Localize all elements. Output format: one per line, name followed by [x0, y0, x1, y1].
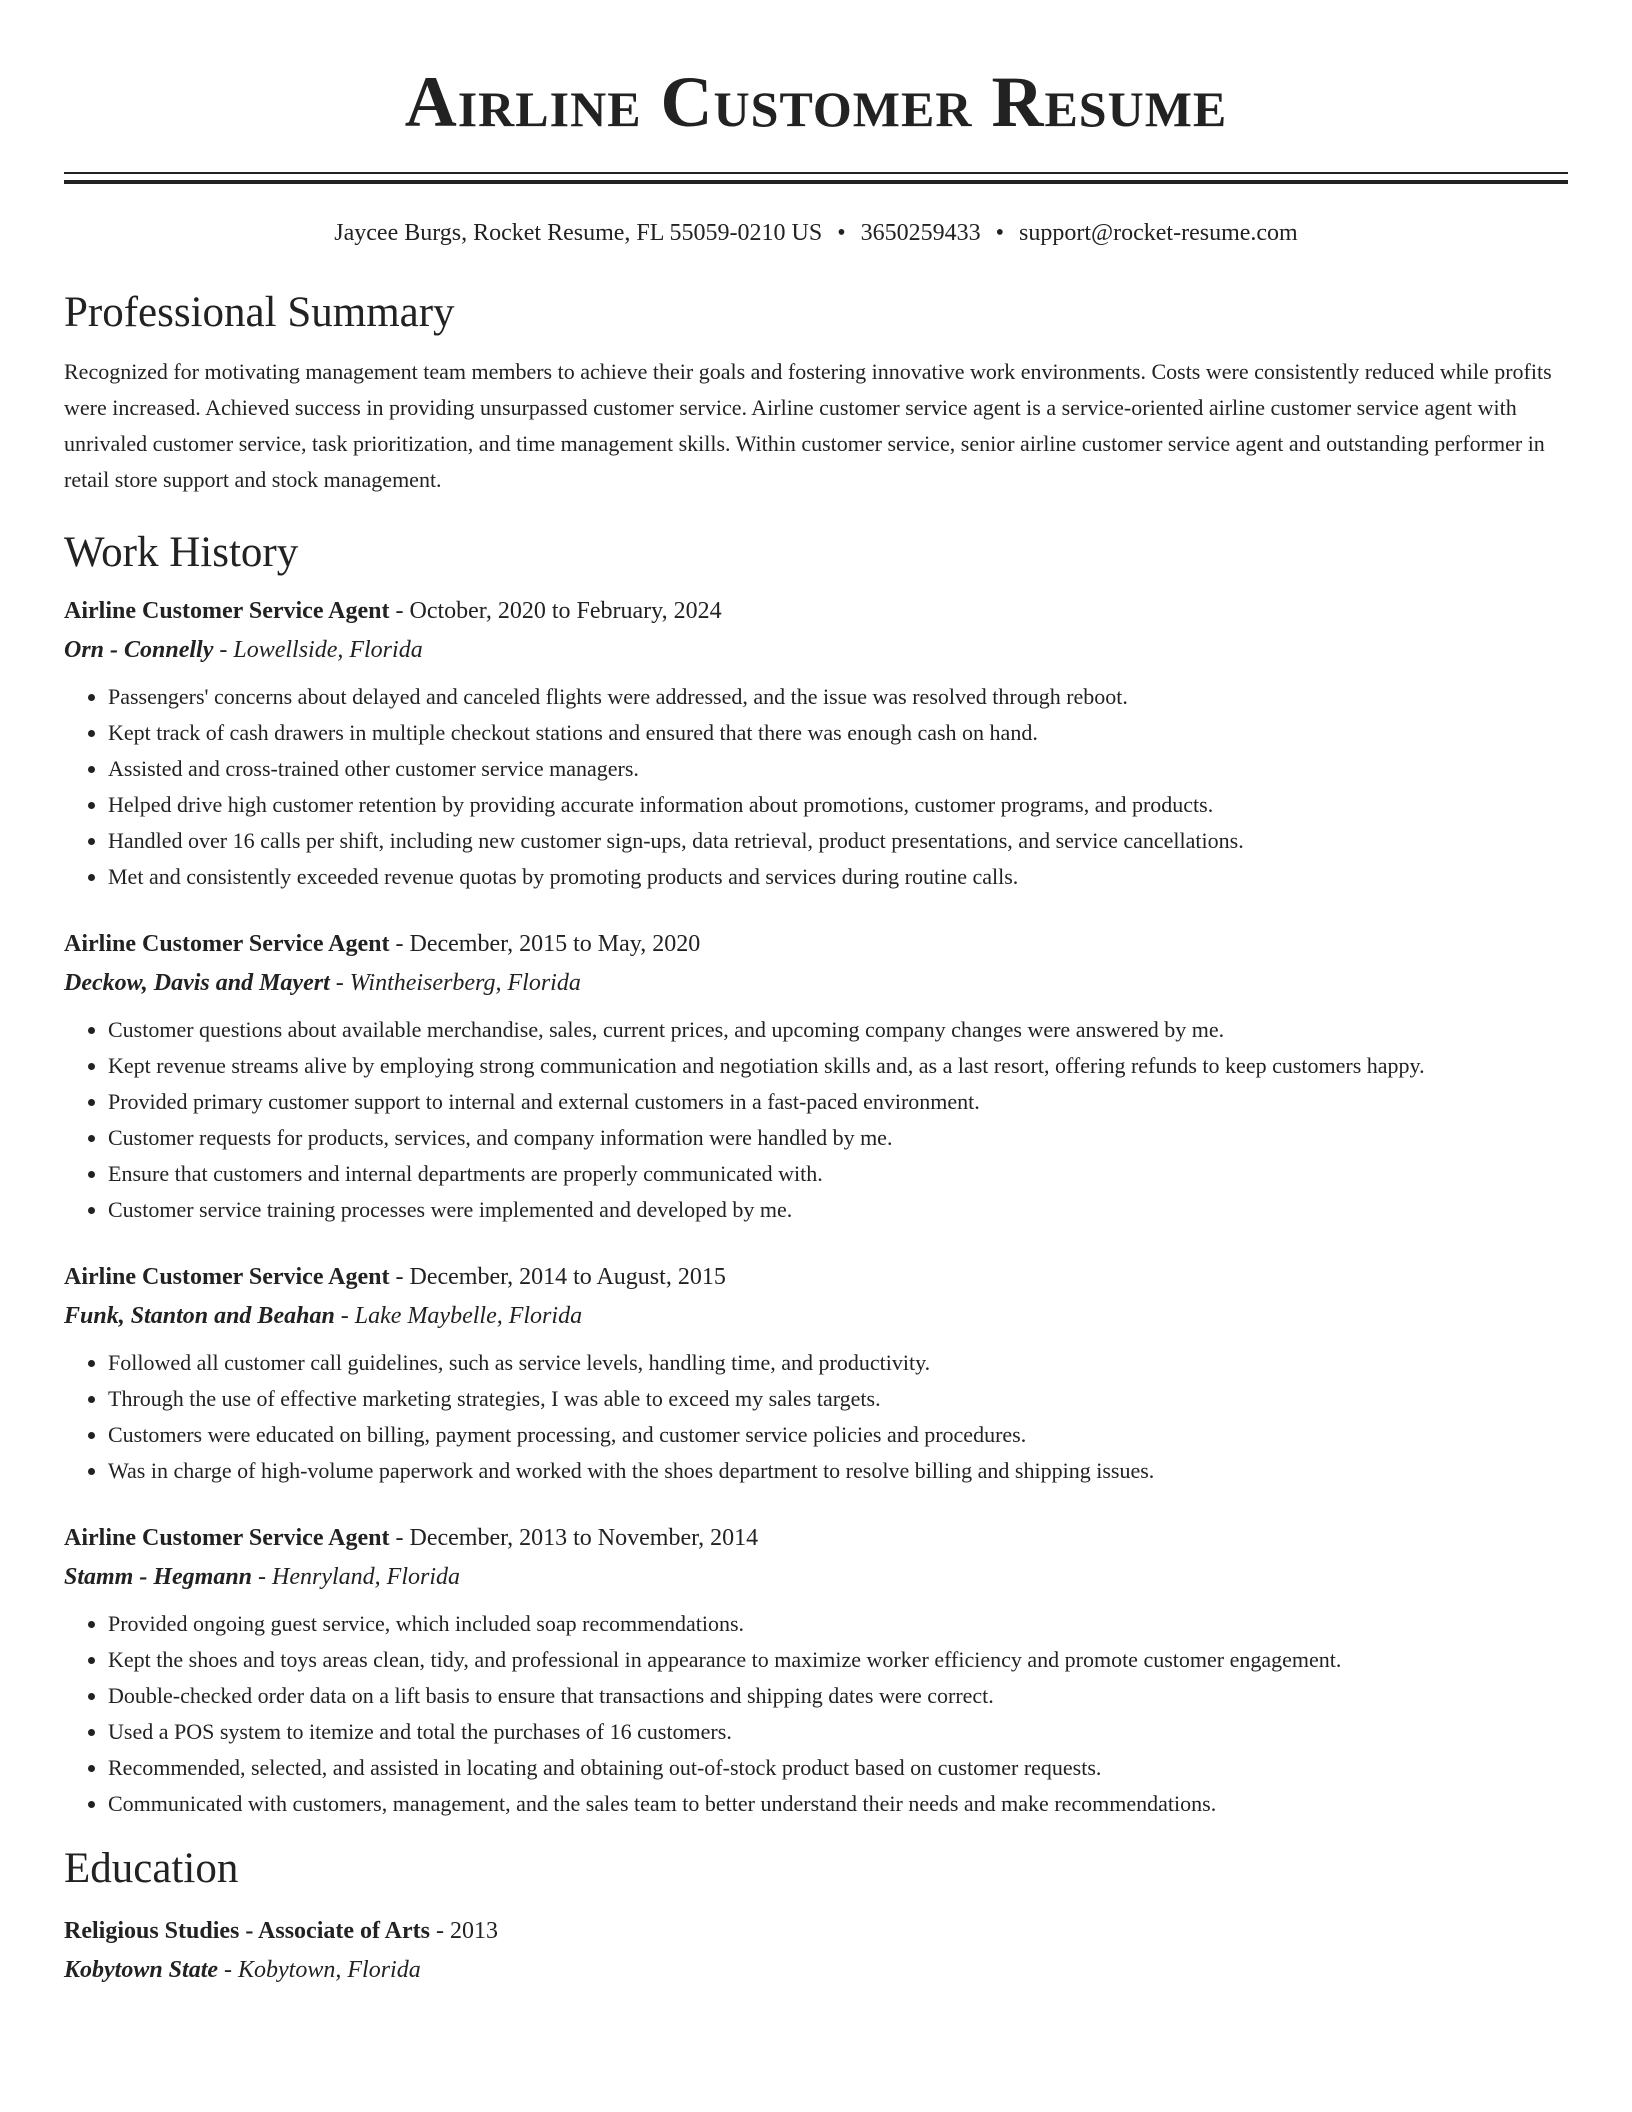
education-location: - Kobytown, Florida: [218, 1957, 421, 1983]
job-location: - Lowellside, Florida: [213, 637, 423, 663]
job-bullet: • Customer questions about available merchandise, sales, current prices, and upcoming company changes were answered by me.: [108, 1012, 1568, 1048]
contact-separator: •: [995, 220, 1005, 246]
contact-separator: •: [837, 220, 846, 246]
job-title-line: [64, 596, 1568, 626]
resume-title: Airline Customer Resume: [404, 62, 1228, 142]
work-history-heading: Work History: [64, 529, 299, 576]
job-entry: [64, 1262, 1568, 1489]
job-company: Funk, Stanton and Beahan: [64, 1303, 335, 1329]
job-bullet: • Provided primary customer support to internal and external customers in a fast-paced environment.: [108, 1084, 1568, 1120]
education-school-line: [64, 1955, 1568, 1985]
job-bullet: • Helped drive high customer retention by providing accurate information about promotions, customer programs, and products.: [108, 787, 1568, 823]
job-bullet: • Customer service training processes were implemented and developed by me.: [108, 1192, 1568, 1228]
job-role: Airline Customer Service Agent: [64, 598, 390, 624]
job-bullet: • Assisted and cross-trained other customer service managers.: [108, 751, 1568, 787]
job-company: Deckow, Davis and Mayert: [64, 970, 330, 996]
job-role: Airline Customer Service Agent: [64, 931, 390, 957]
job-bullets: [64, 1012, 1568, 1228]
job-bullet: • Ensure that customers and internal departments are properly communicated with.: [108, 1156, 1568, 1192]
job-bullet: • Communicated with customers, management, and the sales team to better understand their needs and make recommendations.: [108, 1786, 1568, 1822]
job-dates: - December, 2015 to May, 2020: [389, 931, 701, 957]
job-bullet: • Customers were educated on billing, payment processing, and customer service policies and procedures.: [108, 1417, 1568, 1453]
education-degree-line: [64, 1916, 1568, 1946]
job-bullet: • Met and consistently exceeded revenue quotas by promoting products and services during routine calls.: [108, 859, 1568, 895]
job-bullet: • Kept the shoes and toys areas clean, tidy, and professional in appearance to maximize worker efficiency and promote customer engagement.: [108, 1642, 1568, 1678]
summary-heading: Professional Summary: [64, 289, 455, 336]
job-title-line: [64, 1523, 1568, 1553]
job-title-line: [64, 929, 1568, 959]
job-bullet: • Kept revenue streams alive by employing strong communication and negotiation skills and, as a last resort, offering refunds to keep customers happy.: [108, 1048, 1568, 1084]
education-year: - 2013: [430, 1918, 498, 1944]
education-degree: Religious Studies - Associate of Arts: [64, 1918, 430, 1944]
job-bullet: • Followed all customer call guidelines, such as service levels, handling time, and productivity.: [108, 1345, 1568, 1381]
job-entry: [64, 1523, 1568, 1822]
contact-phone: 3650259433: [860, 220, 981, 246]
job-dates: - December, 2014 to August, 2015: [389, 1264, 726, 1290]
job-entry: [64, 596, 1568, 895]
contact-line: [64, 218, 1568, 248]
job-bullet: • Customer requests for products, services, and company information were handled by me.: [108, 1120, 1568, 1156]
job-company: Orn - Connelly: [64, 637, 214, 663]
job-company-line: [64, 968, 1568, 998]
job-bullet: • Provided ongoing guest service, which included soap recommendations.: [108, 1606, 1568, 1642]
job-location: - Lake Maybelle, Florida: [334, 1303, 583, 1329]
job-bullet: • Through the use of effective marketing strategies, I was able to exceed my sales targets.: [108, 1381, 1568, 1417]
job-role: Airline Customer Service Agent: [64, 1525, 390, 1551]
job-bullet: • Used a POS system to itemize and total the purchases of 16 customers.: [108, 1714, 1568, 1750]
education-entry: [64, 1916, 1568, 1985]
education-school: Kobytown State: [64, 1957, 219, 1983]
job-location: - Henryland, Florida: [252, 1564, 461, 1590]
job-company-line: [64, 1301, 1568, 1331]
job-bullets: [64, 1606, 1568, 1822]
job-bullets: [64, 679, 1568, 895]
job-entry: [64, 929, 1568, 1228]
job-location: - Wintheiserberg, Florida: [329, 970, 581, 996]
job-bullet: • Passengers' concerns about delayed and canceled flights were addressed, and the issue was resolved through reboot.: [108, 679, 1568, 715]
title-divider: [64, 172, 1568, 184]
summary-text: Recognized for motivating management team members to achieve their goals and fostering innovative work environments. Costs were consistently reduced while profits were increased. Achieved success in providing unsurpassed customer service. Airline customer service agent is a service-oriented airline customer service agent with unrivaled customer service, task prioritization, and time management skills. Within customer service, senior airline customer service agent and outstanding performer in retail store support and stock management.: [64, 359, 1552, 492]
job-dates: - October, 2020 to February, 2024: [389, 598, 722, 624]
job-bullet: • Recommended, selected, and assisted in locating and obtaining out-of-stock product based on customer requests.: [108, 1750, 1568, 1786]
job-role: Airline Customer Service Agent: [64, 1264, 390, 1290]
job-bullet: • Was in charge of high-volume paperwork and worked with the shoes department to resolve billing and shipping issues.: [108, 1453, 1568, 1489]
job-bullet: • Double-checked order data on a lift basis to ensure that transactions and shipping dates were correct.: [108, 1678, 1568, 1714]
job-bullet: • Handled over 16 calls per shift, including new customer sign-ups, data retrieval, product presentations, and service cancellations.: [108, 823, 1568, 859]
job-title-line: [64, 1262, 1568, 1292]
job-company-line: [64, 635, 1568, 665]
job-bullets: [64, 1345, 1568, 1489]
contact-address: Jaycee Burgs, Rocket Resume, FL 55059-0210 US: [334, 220, 823, 246]
job-company: Stamm - Hegmann: [64, 1564, 253, 1590]
education-heading: Education: [64, 1845, 239, 1892]
contact-email: support@rocket-resume.com: [1019, 220, 1298, 246]
job-company-line: [64, 1562, 1568, 1592]
job-bullet: • Kept track of cash drawers in multiple checkout stations and ensured that there was enough cash on hand.: [108, 715, 1568, 751]
job-dates: - December, 2013 to November, 2014: [389, 1525, 759, 1551]
